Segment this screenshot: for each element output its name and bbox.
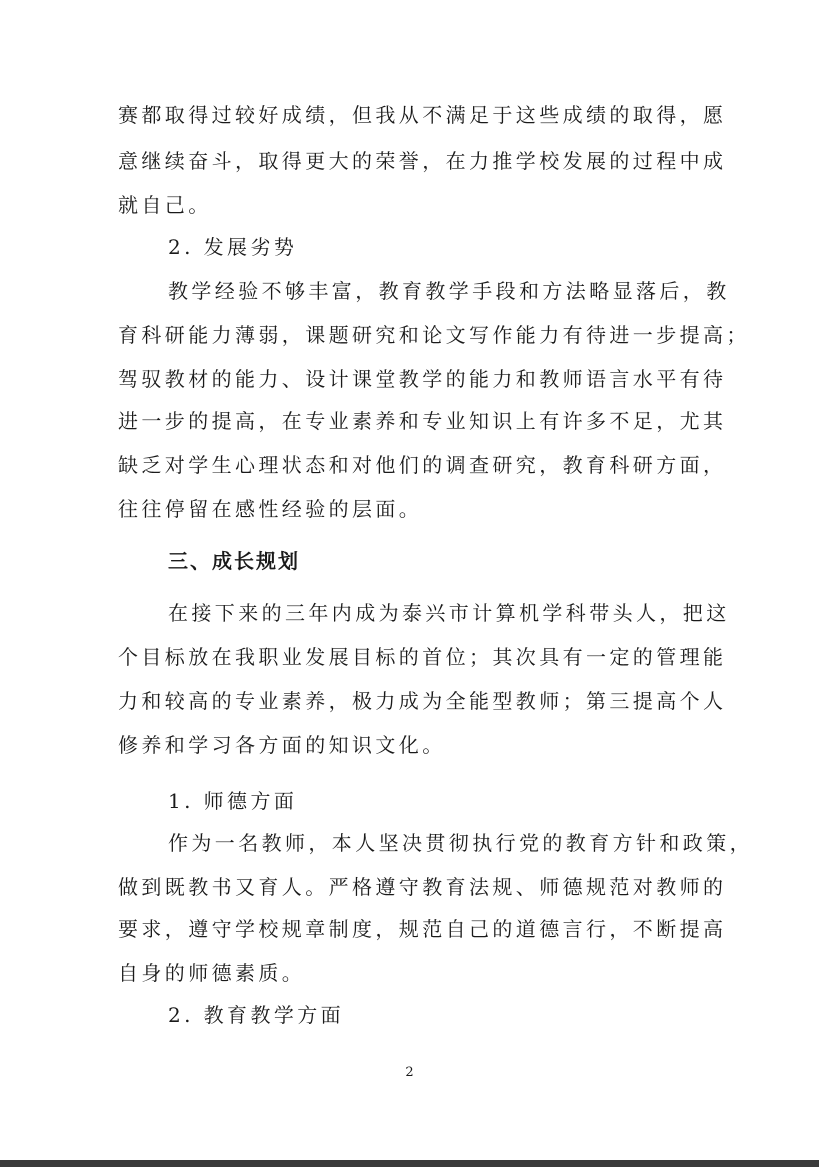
paragraph-line: 要求，遵守学校规章制度，规范自己的道德言行，不断提高 <box>118 917 727 941</box>
paragraph-line: 教学经验不够丰富，教育教学手段和方法略显落后，教 <box>168 279 730 303</box>
paragraph-line: 赛都取得过较好成绩，但我从不满足于这些成绩的取得，愿 <box>118 103 727 127</box>
paragraph-line: 就自己。 <box>118 193 212 217</box>
paragraph-line: 作为一名教师，本人坚决贯彻执行党的教育方针和政策， <box>168 831 753 855</box>
bottom-border <box>0 1160 819 1167</box>
section-heading-growth-plan: 三、成长规划 <box>168 549 300 573</box>
page-number: 2 <box>405 1065 414 1080</box>
paragraph-line: 驾驭教材的能力、设计课堂教学的能力和教师语言水平有待 <box>118 367 727 391</box>
paragraph-line: 做到既教书又育人。严格遵守教育法规、师德规范对教师的 <box>118 875 727 899</box>
subheading-teacher-ethics: 1. 师德方面 <box>168 789 298 813</box>
paragraph-line: 在接下来的三年内成为泰兴市计算机学科带头人，把这 <box>168 601 730 625</box>
paragraph-line: 意继续奋斗，取得更大的荣誉，在力推学校发展的过程中成 <box>118 149 727 173</box>
paragraph-line: 缺乏对学生心理状态和对他们的调查研究，教育科研方面， <box>118 453 727 477</box>
subheading-education-teaching: 2. 教育教学方面 <box>168 1003 345 1027</box>
paragraph-line: 育科研能力薄弱，课题研究和论文写作能力有待进一步提高； <box>118 323 750 347</box>
paragraph-line: 修养和学习各方面的知识文化。 <box>118 733 446 757</box>
paragraph-line: 往往停留在感性经验的层面。 <box>118 497 423 521</box>
paragraph-line: 自身的师德素质。 <box>118 961 306 985</box>
subheading-development-weaknesses: 2. 发展劣势 <box>168 235 298 259</box>
paragraph-line: 个目标放在我职业发展目标的首位；其次具有一定的管理能 <box>118 645 727 669</box>
paragraph-line: 进一步的提高，在专业素养和专业知识上有许多不足，尤其 <box>118 409 727 433</box>
paragraph-line: 力和较高的专业素养，极力成为全能型教师；第三提高个人 <box>118 689 727 713</box>
